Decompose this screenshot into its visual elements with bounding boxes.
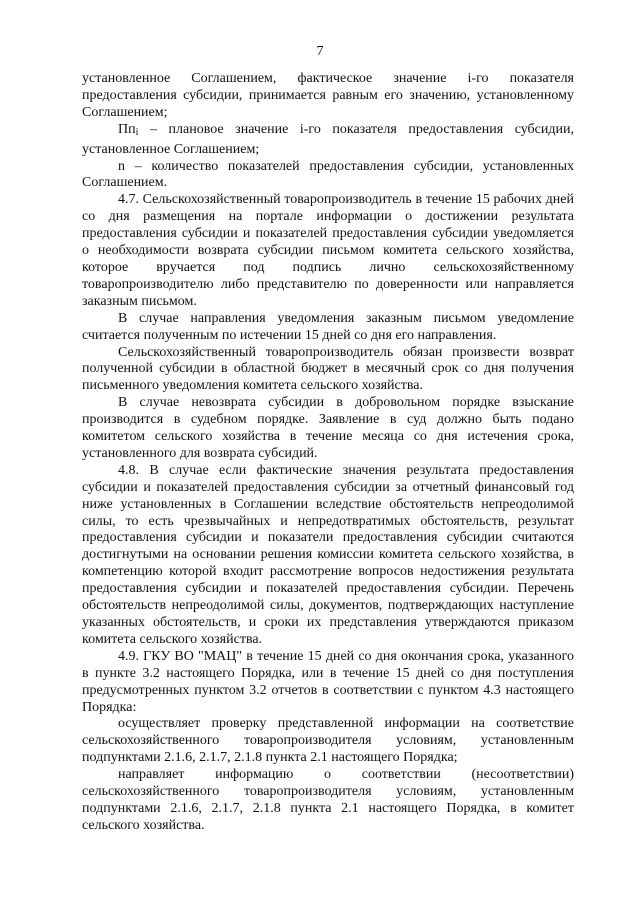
page-number: 7 xyxy=(316,44,324,59)
pp-definition-text: – плановое значение i-го показателя предоставления субсидии, установленное Соглашением; xyxy=(82,121,574,157)
paragraph: осуществляет проверку представленной информации на соответствие сельскохозяйственного товаропроизводителя условиям, установленным подпунктами 2.1.6, 2.1.7, 2.1.8 пункта 2.1 настоящего Порядка; xyxy=(82,716,574,766)
paragraph: 4.9. ГКУ ВО "МАЦ" в течение 15 дней со дня окончания срока, указанного в пункте 3.2 настоящего Порядка, или в течение 15 дней со дня поступления предусмотренных пунктом 3.2 отчетов в соответствии с пунктом 4.3 настоящего Порядка: xyxy=(82,648,574,715)
paragraph: В случае направления уведомления заказным письмом уведомление считается полученным по истечении 15 дней со дня его направления. xyxy=(82,310,574,343)
paragraph-pp-definition xyxy=(82,122,574,159)
paragraph: n – количество показателей предоставления субсидии, установленных Соглашением. xyxy=(82,158,574,191)
pp-subscript: i xyxy=(135,126,139,138)
paragraph: Сельскохозяйственный товаропроизводитель обязан произвести возврат полученной субсидии в областной бюджет в месячный срок со дня получения письменного уведомления комитета сельского хозяйства. xyxy=(82,344,574,394)
paragraph: направляет информацию о соответствии (несоответствии) сельскохозяйственного товаропроизводителя условиям, установленным подпунктами 2.1.6, 2.1.7, 2.1.8 пункта 2.1 настоящего Порядка, в комитет сельского хозяйства. xyxy=(82,767,574,833)
pp-symbol: Пп xyxy=(118,121,136,137)
paragraph: 4.7. Сельскохозяйственный товаропроизводитель в течение 15 рабочих дней со дня размещения на портале информации о достижении результата предоставления субсидии и показателей предоставления субсидии уведомляется о необходимости возврата субсидии письмом комитета сельского хозяйства, которое вручается под подпись лично сельскохозяйственному товаропроизводителю либо представителю по доверенности или направляется заказным письмом. xyxy=(82,192,574,309)
paragraph: В случае невозврата субсидии в добровольном порядке взыскание производится в судебном порядке. Заявление в суд должно быть подано комитетом сельского хозяйства в течение месяца со дня истечения срока, установленного для возврата субсидий. xyxy=(82,395,574,461)
paragraph: установленное Соглашением, фактическое значение i-го показателя предоставления субсидии, принимается равным его значению, установленному Соглашением; xyxy=(82,71,574,120)
document-body xyxy=(82,71,574,835)
paragraph: 4.8. В случае если фактические значения результата предоставления субсидии и показателей предоставления субсидии за отчетный финансовый год ниже установленных в Соглашении вследствие обстоятельств непреодолимой силы, то есть чрезвычайных и непредотвратимых обстоятельств, результат предоставления субсидии и показатели предоставления субсидии считаются достигнутыми на основании решения комиссии комитета сельского хозяйства, в компетенцию которой входит рассмотрение вопросов недостижения результата предоставления субсидии и показателей предоставления субсидии. Перечень обстоятельств непреодолимой силы, документов, подтверждающих наступление указанных обстоятельств, и сроки их представления утверждаются приказом комитета сельского хозяйства. xyxy=(82,462,574,647)
